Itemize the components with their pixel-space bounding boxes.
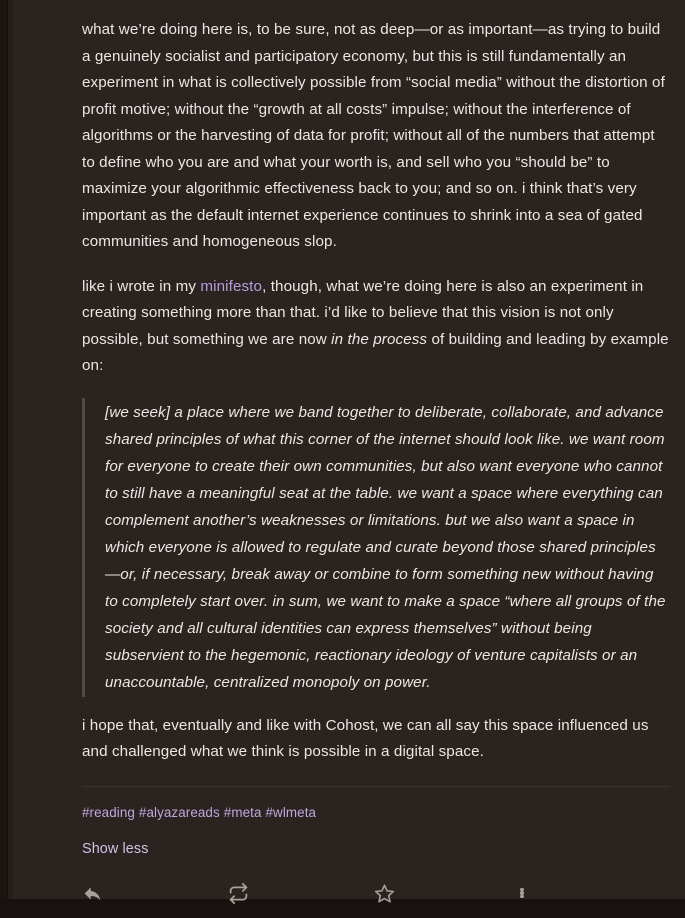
hashtag-wlmeta[interactable]: #wlmeta xyxy=(265,804,317,820)
hashtag-alyazareads[interactable]: #alyazareads xyxy=(138,804,220,820)
reply-icon xyxy=(82,883,103,904)
boost-button[interactable] xyxy=(228,883,374,904)
blockquote-text: [we seek] a place where we band together to deliberate, collaborate, and advance shared principles of what this corner of the internet should look like. we want room for everyone to create their own communities, but also want everyone who cannot to still have a meaningful seat at the table. we want a space where everything can complement another’s weaknesses or limitations. but we also want a space in which everyone is allowed to regulate and curate beyond those shared principles—or, if necessary, break away or combine to form something new without having to completely start over. in sum, we want to make a space “where all groups of the society and all cultural identities can express themselves” without being subservient to the hegemonic, reactionary ideology of venture capitalists or an unaccountable, centralized monopoly on power. xyxy=(105,403,666,691)
more-options-button[interactable] xyxy=(520,888,666,899)
hashtag-reading[interactable]: #reading xyxy=(82,804,135,820)
window-left-edge xyxy=(0,0,8,899)
paragraph-2-after-link-2: of building and leading by example on: xyxy=(82,330,669,374)
paragraph-2-after-link-1: , though, what we’re doing here is also an experiment in creating something more than that. i’d like to believe that this vision is not only possible, but something we are now xyxy=(82,277,644,348)
ellipsis-icon xyxy=(520,888,524,899)
post-closing-paragraph: i hope that, eventually and like with Cohost, we can all say this space influenced us and challenged what we think is possible in a digital space. xyxy=(82,716,649,760)
reply-button[interactable] xyxy=(82,883,228,904)
paragraph-2-emphasis: in the process xyxy=(331,330,428,348)
minifesto-link[interactable]: minifesto xyxy=(200,277,263,295)
status-action-bar xyxy=(82,871,670,918)
hashtag-meta[interactable]: #meta xyxy=(223,804,262,820)
favourite-button[interactable] xyxy=(374,883,520,904)
show-less-toggle[interactable]: Show less xyxy=(82,840,149,857)
star-icon xyxy=(374,883,395,904)
post-blockquote xyxy=(82,398,670,697)
status-post xyxy=(13,0,685,899)
boost-icon xyxy=(228,883,249,904)
paragraph-2-before-link: like i wrote in my xyxy=(82,277,201,295)
hashtag-row xyxy=(82,803,670,822)
post-paragraph-1: what we’re doing here is, to be sure, not as deep—or as important—as trying to build a genuinely socialist and participatory economy, but this is still fundamentally an experiment in what is collectively possible from “social media” without the distortion of profit motive; without the “growth at all costs” impulse; without the interference of algorithms or the harvesting of data for profit; without all of the numbers that attempt to define who you are and what your worth is, and sell who you “should be” to maximize your algorithmic effectiveness back to you; and so on. i think that’s very important as the default internet experience continues to shrink into a sea of gated communities and homogeneous slop. xyxy=(82,21,665,250)
content-divider xyxy=(82,786,670,787)
post-paragraph-2 xyxy=(82,274,670,380)
post-content xyxy=(13,0,685,918)
